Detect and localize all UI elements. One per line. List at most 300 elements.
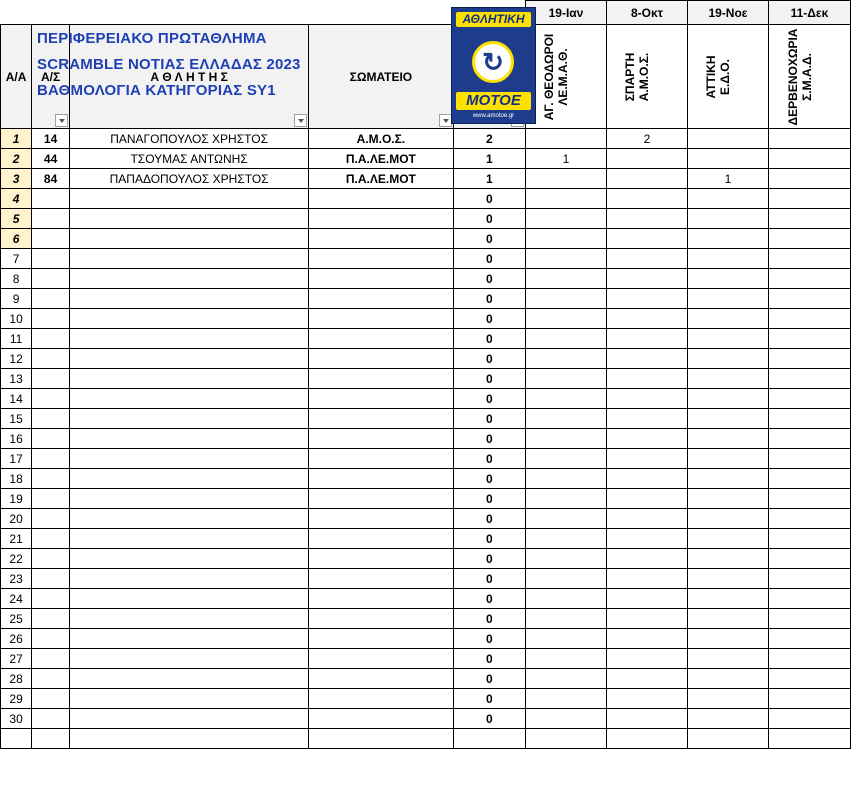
number-cell[interactable] bbox=[32, 229, 70, 249]
athlete-cell[interactable]: ΠΑΠΑΔΟΠΟΥΛΟΣ ΧΡΗΣΤΟΣ bbox=[70, 169, 309, 189]
race-points-cell[interactable] bbox=[768, 609, 850, 629]
athlete-cell[interactable] bbox=[70, 309, 309, 329]
number-cell[interactable] bbox=[32, 249, 70, 269]
race-points-cell[interactable] bbox=[768, 689, 850, 709]
race-points-cell[interactable] bbox=[606, 629, 687, 649]
race-points-cell[interactable] bbox=[606, 209, 687, 229]
number-cell[interactable] bbox=[32, 569, 70, 589]
race-points-cell[interactable] bbox=[768, 209, 850, 229]
number-cell[interactable] bbox=[32, 529, 70, 549]
race-points-cell[interactable] bbox=[606, 229, 687, 249]
total-cell[interactable]: 0 bbox=[453, 189, 525, 209]
number-cell[interactable] bbox=[32, 289, 70, 309]
club-cell[interactable] bbox=[309, 449, 453, 469]
rank-cell[interactable]: 16 bbox=[1, 429, 32, 449]
athlete-cell[interactable] bbox=[70, 549, 309, 569]
race-points-cell[interactable] bbox=[687, 229, 768, 249]
club-cell[interactable]: Π.Α.ΛΕ.ΜΟΤ bbox=[309, 149, 453, 169]
race-points-cell[interactable] bbox=[525, 489, 606, 509]
race-points-cell[interactable] bbox=[525, 609, 606, 629]
number-cell[interactable] bbox=[32, 349, 70, 369]
number-cell[interactable] bbox=[32, 609, 70, 629]
race-points-cell[interactable] bbox=[606, 189, 687, 209]
rank-cell[interactable]: 27 bbox=[1, 649, 32, 669]
athlete-cell[interactable] bbox=[70, 609, 309, 629]
rank-cell[interactable]: 30 bbox=[1, 709, 32, 729]
total-cell[interactable]: 0 bbox=[453, 669, 525, 689]
race-points-cell[interactable] bbox=[687, 189, 768, 209]
total-cell[interactable]: 0 bbox=[453, 289, 525, 309]
race-points-cell[interactable] bbox=[687, 129, 768, 149]
club-cell[interactable] bbox=[309, 409, 453, 429]
rank-cell[interactable]: 20 bbox=[1, 509, 32, 529]
athlete-cell[interactable] bbox=[70, 329, 309, 349]
race-points-cell[interactable] bbox=[606, 609, 687, 629]
rank-cell[interactable]: 12 bbox=[1, 349, 32, 369]
race-points-cell[interactable] bbox=[768, 129, 850, 149]
athlete-cell[interactable]: ΠΑΝΑΓΟΠΟΥΛΟΣ ΧΡΗΣΤΟΣ bbox=[70, 129, 309, 149]
number-cell[interactable] bbox=[32, 309, 70, 329]
race-points-cell[interactable] bbox=[687, 589, 768, 609]
race-points-cell[interactable] bbox=[768, 249, 850, 269]
race-points-cell[interactable] bbox=[687, 449, 768, 469]
club-cell[interactable] bbox=[309, 289, 453, 309]
race-points-cell[interactable] bbox=[525, 289, 606, 309]
total-cell[interactable]: 1 bbox=[453, 169, 525, 189]
rank-cell[interactable]: 6 bbox=[1, 229, 32, 249]
total-cell[interactable]: 0 bbox=[453, 249, 525, 269]
race-points-cell[interactable] bbox=[606, 169, 687, 189]
race-points-cell[interactable] bbox=[525, 409, 606, 429]
race-points-cell[interactable] bbox=[687, 489, 768, 509]
date-header: 8-Οκτ bbox=[606, 1, 687, 25]
race-points-cell[interactable] bbox=[768, 529, 850, 549]
race-points-cell[interactable] bbox=[525, 649, 606, 669]
race-points-cell[interactable] bbox=[525, 509, 606, 529]
table-row bbox=[1, 409, 851, 429]
race-points-cell[interactable] bbox=[606, 249, 687, 269]
race-points-cell[interactable] bbox=[606, 409, 687, 429]
race-points-cell[interactable] bbox=[606, 489, 687, 509]
total-cell[interactable]: 0 bbox=[453, 609, 525, 629]
club-cell[interactable] bbox=[309, 729, 453, 749]
rank-cell[interactable]: 1 bbox=[1, 129, 32, 149]
rank-cell[interactable]: 22 bbox=[1, 549, 32, 569]
athlete-cell[interactable] bbox=[70, 469, 309, 489]
race-points-cell[interactable] bbox=[525, 189, 606, 209]
number-cell[interactable] bbox=[32, 429, 70, 449]
race-points-cell[interactable] bbox=[768, 189, 850, 209]
race-points-cell[interactable] bbox=[768, 269, 850, 289]
total-cell[interactable]: 0 bbox=[453, 549, 525, 569]
race-points-cell[interactable] bbox=[525, 729, 606, 749]
athlete-cell[interactable]: ΤΣΟΥΜΑΣ ΑΝΤΩΝΗΣ bbox=[70, 149, 309, 169]
total-cell[interactable]: 0 bbox=[453, 429, 525, 449]
athlete-cell[interactable] bbox=[70, 229, 309, 249]
number-cell[interactable] bbox=[32, 549, 70, 569]
race-points-cell[interactable] bbox=[768, 569, 850, 589]
race-points-cell[interactable]: 1 bbox=[525, 149, 606, 169]
race-points-cell[interactable] bbox=[768, 549, 850, 569]
logo-emblem: ↻ bbox=[472, 41, 514, 83]
table-row bbox=[1, 709, 851, 729]
club-cell[interactable] bbox=[309, 529, 453, 549]
race-points-cell[interactable] bbox=[525, 389, 606, 409]
rank-cell[interactable]: 18 bbox=[1, 469, 32, 489]
rank-cell[interactable]: 23 bbox=[1, 569, 32, 589]
filter-dropdown-icon[interactable] bbox=[55, 114, 68, 127]
number-cell[interactable] bbox=[32, 709, 70, 729]
club-cell[interactable] bbox=[309, 589, 453, 609]
table-row bbox=[1, 509, 851, 529]
athlete-cell[interactable] bbox=[70, 349, 309, 369]
total-cell[interactable]: 2 bbox=[453, 129, 525, 149]
number-cell[interactable] bbox=[32, 329, 70, 349]
race-points-cell[interactable] bbox=[768, 409, 850, 429]
athlete-cell[interactable] bbox=[70, 589, 309, 609]
athlete-cell[interactable] bbox=[70, 189, 309, 209]
race-points-cell[interactable] bbox=[687, 649, 768, 669]
total-cell[interactable]: 0 bbox=[453, 689, 525, 709]
athlete-cell[interactable] bbox=[70, 269, 309, 289]
race-points-cell[interactable] bbox=[687, 269, 768, 289]
rank-cell[interactable]: 10 bbox=[1, 309, 32, 329]
athlete-cell[interactable] bbox=[70, 689, 309, 709]
total-cell[interactable]: 0 bbox=[453, 469, 525, 489]
club-cell[interactable] bbox=[309, 309, 453, 329]
race-points-cell[interactable] bbox=[606, 589, 687, 609]
race-points-cell[interactable] bbox=[768, 289, 850, 309]
race-points-cell[interactable]: 1 bbox=[687, 169, 768, 189]
race-points-cell[interactable] bbox=[768, 629, 850, 649]
race-points-cell[interactable] bbox=[687, 209, 768, 229]
rank-cell[interactable]: 3 bbox=[1, 169, 32, 189]
race-points-cell[interactable] bbox=[687, 469, 768, 489]
race-points-cell[interactable] bbox=[687, 349, 768, 369]
total-cell[interactable]: 0 bbox=[453, 309, 525, 329]
rank-cell[interactable]: 13 bbox=[1, 369, 32, 389]
club-cell[interactable] bbox=[309, 629, 453, 649]
number-cell[interactable] bbox=[32, 669, 70, 689]
total-cell[interactable]: 0 bbox=[453, 449, 525, 469]
number-cell[interactable] bbox=[32, 649, 70, 669]
race-points-cell[interactable] bbox=[525, 709, 606, 729]
table-row bbox=[1, 569, 851, 589]
athlete-cell[interactable] bbox=[70, 509, 309, 529]
race-points-cell[interactable] bbox=[606, 669, 687, 689]
club-cell[interactable] bbox=[309, 569, 453, 589]
club-cell[interactable] bbox=[309, 669, 453, 689]
race-points-cell[interactable] bbox=[687, 709, 768, 729]
athlete-cell[interactable] bbox=[70, 429, 309, 449]
total-cell[interactable]: 0 bbox=[453, 229, 525, 249]
race-points-cell[interactable] bbox=[606, 309, 687, 329]
race-points-cell[interactable] bbox=[525, 129, 606, 149]
number-cell[interactable] bbox=[32, 449, 70, 469]
total-cell[interactable] bbox=[453, 729, 525, 749]
club-cell[interactable] bbox=[309, 349, 453, 369]
club-cell[interactable] bbox=[309, 329, 453, 349]
race-points-cell[interactable] bbox=[768, 329, 850, 349]
race-points-cell[interactable] bbox=[525, 549, 606, 569]
athlete-cell[interactable] bbox=[70, 369, 309, 389]
race-points-cell[interactable] bbox=[606, 529, 687, 549]
race-points-cell[interactable] bbox=[525, 429, 606, 449]
club-cell[interactable] bbox=[309, 489, 453, 509]
race-points-cell[interactable] bbox=[687, 549, 768, 569]
race-points-cell[interactable] bbox=[525, 269, 606, 289]
race-points-cell[interactable] bbox=[606, 689, 687, 709]
rank-cell[interactable]: 11 bbox=[1, 329, 32, 349]
race-points-cell[interactable] bbox=[606, 729, 687, 749]
total-cell[interactable]: 0 bbox=[453, 389, 525, 409]
race-points-cell[interactable] bbox=[525, 469, 606, 489]
race-points-cell[interactable] bbox=[687, 569, 768, 589]
table-row bbox=[1, 689, 851, 709]
athlete-cell[interactable] bbox=[70, 449, 309, 469]
athlete-cell[interactable] bbox=[70, 629, 309, 649]
race-points-cell[interactable] bbox=[768, 709, 850, 729]
race-points-cell[interactable] bbox=[525, 449, 606, 469]
number-cell[interactable]: 84 bbox=[32, 169, 70, 189]
number-cell[interactable] bbox=[32, 369, 70, 389]
club-cell[interactable] bbox=[309, 209, 453, 229]
race-points-cell[interactable] bbox=[768, 729, 850, 749]
number-cell[interactable] bbox=[32, 389, 70, 409]
race-points-cell[interactable] bbox=[687, 609, 768, 629]
rank-cell[interactable]: 14 bbox=[1, 389, 32, 409]
total-cell[interactable]: 0 bbox=[453, 329, 525, 349]
club-cell[interactable] bbox=[309, 249, 453, 269]
rank-cell[interactable]: 17 bbox=[1, 449, 32, 469]
header-as[interactable]: Α/Σ bbox=[32, 25, 70, 129]
race-points-cell[interactable] bbox=[768, 669, 850, 689]
race-points-cell[interactable] bbox=[606, 509, 687, 529]
table-row bbox=[1, 389, 851, 409]
number-cell[interactable] bbox=[32, 409, 70, 429]
race-points-cell[interactable] bbox=[606, 429, 687, 449]
race-header: ΑΤΤΙΚΗ Ε.Δ.Ο. bbox=[687, 25, 768, 129]
total-cell[interactable]: 0 bbox=[453, 369, 525, 389]
race-points-cell[interactable] bbox=[525, 309, 606, 329]
race-points-cell[interactable] bbox=[525, 689, 606, 709]
club-cell[interactable]: Α.Μ.Ο.Σ. bbox=[309, 129, 453, 149]
total-cell[interactable]: 0 bbox=[453, 409, 525, 429]
filter-dropdown-icon[interactable] bbox=[439, 114, 452, 127]
number-cell[interactable] bbox=[32, 189, 70, 209]
race-points-cell[interactable] bbox=[687, 629, 768, 649]
race-points-cell[interactable] bbox=[768, 309, 850, 329]
number-cell[interactable]: 14 bbox=[32, 129, 70, 149]
race-points-cell[interactable] bbox=[687, 309, 768, 329]
race-points-cell[interactable] bbox=[606, 569, 687, 589]
filter-dropdown-icon[interactable] bbox=[294, 114, 307, 127]
race-points-cell[interactable] bbox=[687, 329, 768, 349]
race-points-cell[interactable] bbox=[606, 449, 687, 469]
race-points-cell[interactable] bbox=[606, 389, 687, 409]
race-points-cell[interactable] bbox=[606, 149, 687, 169]
club-cell[interactable] bbox=[309, 649, 453, 669]
club-cell[interactable] bbox=[309, 689, 453, 709]
athlete-cell[interactable] bbox=[70, 409, 309, 429]
club-cell[interactable] bbox=[309, 549, 453, 569]
race-points-cell[interactable] bbox=[525, 369, 606, 389]
club-cell[interactable]: Π.Α.ΛΕ.ΜΟΤ bbox=[309, 169, 453, 189]
race-points-cell[interactable] bbox=[768, 349, 850, 369]
race-points-cell[interactable] bbox=[687, 149, 768, 169]
race-points-cell[interactable] bbox=[525, 669, 606, 689]
total-cell[interactable]: 0 bbox=[453, 629, 525, 649]
race-points-cell[interactable] bbox=[606, 269, 687, 289]
logo-website: www.amotoe.gr bbox=[472, 113, 515, 119]
table-row bbox=[1, 469, 851, 489]
number-cell[interactable]: 44 bbox=[32, 149, 70, 169]
number-cell[interactable] bbox=[32, 469, 70, 489]
race-points-cell[interactable] bbox=[687, 249, 768, 269]
total-cell[interactable]: 0 bbox=[453, 209, 525, 229]
race-points-cell[interactable] bbox=[768, 469, 850, 489]
race-points-cell[interactable] bbox=[525, 529, 606, 549]
race-points-cell[interactable] bbox=[525, 349, 606, 369]
header-club[interactable]: ΣΩΜΑΤΕΙΟ bbox=[309, 25, 453, 129]
race-points-cell[interactable] bbox=[768, 369, 850, 389]
number-cell[interactable] bbox=[32, 489, 70, 509]
race-points-cell[interactable] bbox=[606, 649, 687, 669]
header-athlete[interactable]: Α Θ Λ Η Τ Η Σ bbox=[70, 25, 309, 129]
athlete-cell[interactable] bbox=[70, 569, 309, 589]
race-points-cell[interactable] bbox=[525, 329, 606, 349]
rank-cell[interactable]: 26 bbox=[1, 629, 32, 649]
total-cell[interactable]: 1 bbox=[453, 149, 525, 169]
rank-cell[interactable]: 9 bbox=[1, 289, 32, 309]
rank-cell[interactable]: 19 bbox=[1, 489, 32, 509]
total-cell[interactable]: 0 bbox=[453, 509, 525, 529]
total-cell[interactable]: 0 bbox=[453, 709, 525, 729]
club-cell[interactable] bbox=[309, 429, 453, 449]
number-cell[interactable] bbox=[32, 689, 70, 709]
total-cell[interactable]: 0 bbox=[453, 569, 525, 589]
athlete-cell[interactable] bbox=[70, 489, 309, 509]
club-cell[interactable] bbox=[309, 269, 453, 289]
race-points-cell[interactable] bbox=[768, 489, 850, 509]
rank-cell[interactable]: 4 bbox=[1, 189, 32, 209]
rank-cell[interactable]: 25 bbox=[1, 609, 32, 629]
number-cell[interactable] bbox=[32, 629, 70, 649]
table-row bbox=[1, 369, 851, 389]
race-points-cell[interactable]: 2 bbox=[606, 129, 687, 149]
race-points-cell[interactable] bbox=[606, 709, 687, 729]
total-cell[interactable]: 0 bbox=[453, 489, 525, 509]
club-cell[interactable] bbox=[309, 229, 453, 249]
race-points-cell[interactable] bbox=[768, 149, 850, 169]
club-cell[interactable] bbox=[309, 189, 453, 209]
race-points-cell[interactable] bbox=[687, 389, 768, 409]
race-points-cell[interactable] bbox=[606, 329, 687, 349]
number-cell[interactable] bbox=[32, 589, 70, 609]
race-points-cell[interactable] bbox=[606, 349, 687, 369]
athlete-cell[interactable] bbox=[70, 649, 309, 669]
race-points-cell[interactable] bbox=[768, 449, 850, 469]
race-points-cell[interactable] bbox=[687, 689, 768, 709]
rank-cell[interactable]: 7 bbox=[1, 249, 32, 269]
club-cell[interactable] bbox=[309, 389, 453, 409]
club-cell[interactable] bbox=[309, 609, 453, 629]
total-cell[interactable]: 0 bbox=[453, 589, 525, 609]
table-row bbox=[1, 129, 851, 149]
athlete-cell[interactable] bbox=[70, 709, 309, 729]
race-points-cell[interactable] bbox=[525, 589, 606, 609]
race-points-cell[interactable] bbox=[606, 369, 687, 389]
club-cell[interactable] bbox=[309, 509, 453, 529]
rank-cell[interactable]: 24 bbox=[1, 589, 32, 609]
rank-cell[interactable]: 2 bbox=[1, 149, 32, 169]
race-points-cell[interactable] bbox=[525, 229, 606, 249]
race-points-cell[interactable] bbox=[687, 509, 768, 529]
race-points-cell[interactable] bbox=[687, 729, 768, 749]
race-points-cell[interactable] bbox=[687, 409, 768, 429]
number-cell[interactable] bbox=[32, 729, 70, 749]
rank-cell[interactable]: 5 bbox=[1, 209, 32, 229]
race-points-cell[interactable] bbox=[768, 169, 850, 189]
rank-cell[interactable]: 15 bbox=[1, 409, 32, 429]
race-points-cell[interactable] bbox=[606, 289, 687, 309]
race-points-cell[interactable] bbox=[525, 209, 606, 229]
race-points-cell[interactable] bbox=[525, 169, 606, 189]
race-points-cell[interactable] bbox=[687, 669, 768, 689]
race-points-cell[interactable] bbox=[525, 249, 606, 269]
race-points-cell[interactable] bbox=[525, 629, 606, 649]
total-cell[interactable]: 0 bbox=[453, 269, 525, 289]
rank-cell[interactable]: 28 bbox=[1, 669, 32, 689]
athlete-cell[interactable] bbox=[70, 249, 309, 269]
rank-cell[interactable]: 8 bbox=[1, 269, 32, 289]
title-area bbox=[1, 1, 526, 25]
athlete-cell[interactable] bbox=[70, 529, 309, 549]
athlete-cell[interactable] bbox=[70, 389, 309, 409]
table-row bbox=[1, 429, 851, 449]
rank-cell[interactable]: 21 bbox=[1, 529, 32, 549]
club-cell[interactable] bbox=[309, 709, 453, 729]
total-cell[interactable]: 0 bbox=[453, 349, 525, 369]
club-cell[interactable] bbox=[309, 369, 453, 389]
athlete-cell[interactable] bbox=[70, 289, 309, 309]
race-points-cell[interactable] bbox=[606, 469, 687, 489]
race-points-cell[interactable] bbox=[687, 429, 768, 449]
race-points-cell[interactable] bbox=[768, 429, 850, 449]
race-points-cell[interactable] bbox=[687, 529, 768, 549]
race-points-cell[interactable] bbox=[768, 589, 850, 609]
number-cell[interactable] bbox=[32, 509, 70, 529]
athlete-cell[interactable] bbox=[70, 209, 309, 229]
club-cell[interactable] bbox=[309, 469, 453, 489]
total-cell[interactable]: 0 bbox=[453, 649, 525, 669]
race-points-cell[interactable] bbox=[768, 509, 850, 529]
number-cell[interactable] bbox=[32, 209, 70, 229]
race-points-cell[interactable] bbox=[687, 289, 768, 309]
athlete-cell[interactable] bbox=[70, 669, 309, 689]
race-points-cell[interactable] bbox=[606, 549, 687, 569]
race-points-cell[interactable] bbox=[768, 649, 850, 669]
rank-cell[interactable] bbox=[1, 729, 32, 749]
race-points-cell[interactable] bbox=[687, 369, 768, 389]
total-cell[interactable]: 0 bbox=[453, 529, 525, 549]
race-points-cell[interactable] bbox=[768, 389, 850, 409]
race-points-cell[interactable] bbox=[768, 229, 850, 249]
rank-cell[interactable]: 29 bbox=[1, 689, 32, 709]
race-points-cell[interactable] bbox=[525, 569, 606, 589]
athlete-cell[interactable] bbox=[70, 729, 309, 749]
number-cell[interactable] bbox=[32, 269, 70, 289]
